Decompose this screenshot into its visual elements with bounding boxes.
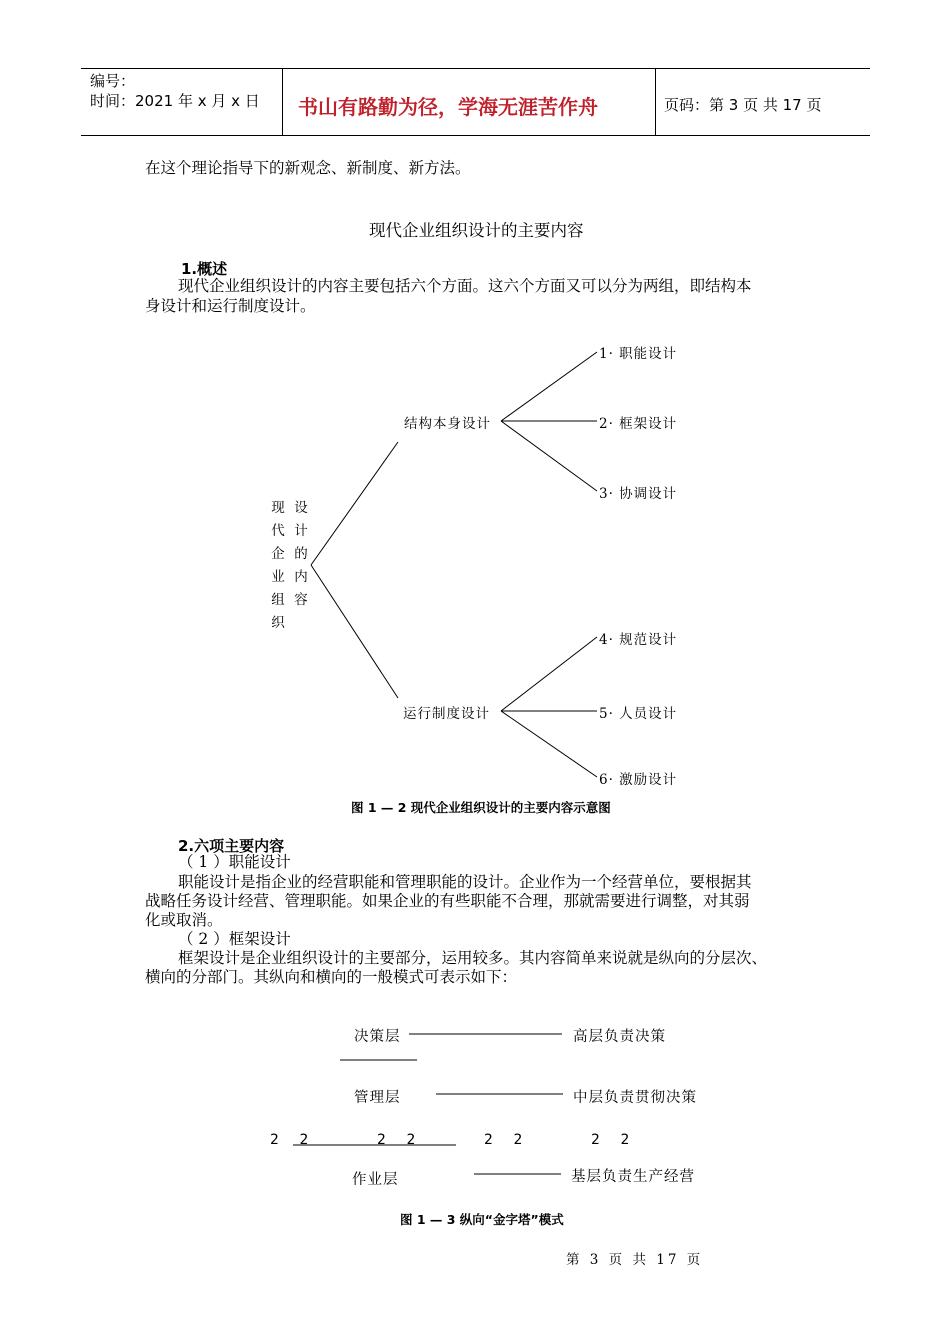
pyramid-number-2: 2 2 — [377, 1132, 422, 1148]
pyramid-number-4: 2 2 — [591, 1132, 636, 1148]
diagram1-root-left: 现代企业组织 — [271, 500, 285, 631]
functional-para-line2: 战略任务设计经营、管理职能。如果企业的有些职能不合理，那就需要进行调整，对其弱 — [145, 892, 750, 910]
level-operation-desc: 基层负责生产经营 — [571, 1169, 695, 1185]
section-title: 现代企业组织设计的主要内容 — [369, 221, 584, 240]
level-management-desc: 中层负责贯彻决策 — [573, 1090, 697, 1106]
diagram2-caption: 图 1 — 3 纵向“金字塔”模式 — [400, 1212, 564, 1227]
sub-framework-design: （ 2 ）框架设计 — [178, 930, 291, 948]
diagram1-group-operation: 运行制度设计 — [403, 706, 490, 722]
functional-para-line3: 化或取消。 — [145, 911, 223, 929]
diagram1-item-1: 1· 职能设计 — [599, 346, 678, 362]
level-decision-desc: 高层负责决策 — [573, 1029, 666, 1045]
diagram1-item-3: 3· 协调设计 — [599, 486, 678, 502]
serial-label: 编号： — [90, 72, 136, 90]
header-motto: 书山有路勤为径，学海无涯苦作舟 — [298, 95, 598, 119]
pyramid-number-1: 2 2 — [270, 1132, 315, 1148]
diagram1-item-2: 2· 框架设计 — [599, 416, 678, 432]
sub-functional-design: （ 1 ）职能设计 — [178, 853, 291, 871]
intro-line: 在这个理论指导下的新观念、新制度、新方法。 — [145, 159, 471, 177]
page-footer: 第 3 页 共 17 页 — [566, 1252, 704, 1268]
header-page-info: 页码：第 3 页 共 17 页 — [664, 96, 822, 114]
level-operation: 作业层 — [352, 1172, 399, 1188]
diagram1-root-right: 设计的内容 — [294, 500, 308, 608]
time-label: 时间：2021 年 x 月 x 日 — [90, 92, 260, 110]
overview-heading: 1.概述 — [181, 260, 228, 278]
overview-para-line2: 身设计和运行制度设计。 — [145, 297, 316, 315]
diagram1-group-structure: 结构本身设计 — [404, 416, 491, 432]
functional-para-line1: 职能设计是指企业的经营职能和管理职能的设计。企业作为一个经营单位，要根据其 — [178, 873, 752, 891]
diagram1-item-4: 4· 规范设计 — [599, 632, 678, 648]
diagram1-item-5: 5· 人员设计 — [599, 706, 678, 722]
level-management: 管理层 — [354, 1090, 401, 1106]
framework-para-line1: 框架设计是企业组织设计的主要部分，运用较多。其内容简单来说就是纵向的分层次、 — [178, 949, 768, 967]
diagram1-caption: 图 1 — 2 现代企业组织设计的主要内容示意图 — [351, 800, 611, 815]
framework-para-line2: 横向的分部门。其纵向和横向的一般模式可表示如下： — [145, 968, 518, 986]
diagram1-item-6: 6· 激励设计 — [599, 772, 678, 788]
overview-para-line1: 现代企业组织设计的内容主要包括六个方面。这六个方面又可以分为两组，即结构本 — [178, 277, 752, 295]
pyramid-number-3: 2 2 — [484, 1132, 529, 1148]
level-decision: 决策层 — [354, 1029, 401, 1045]
six-contents-heading: 2.六项主要内容 — [178, 837, 285, 855]
